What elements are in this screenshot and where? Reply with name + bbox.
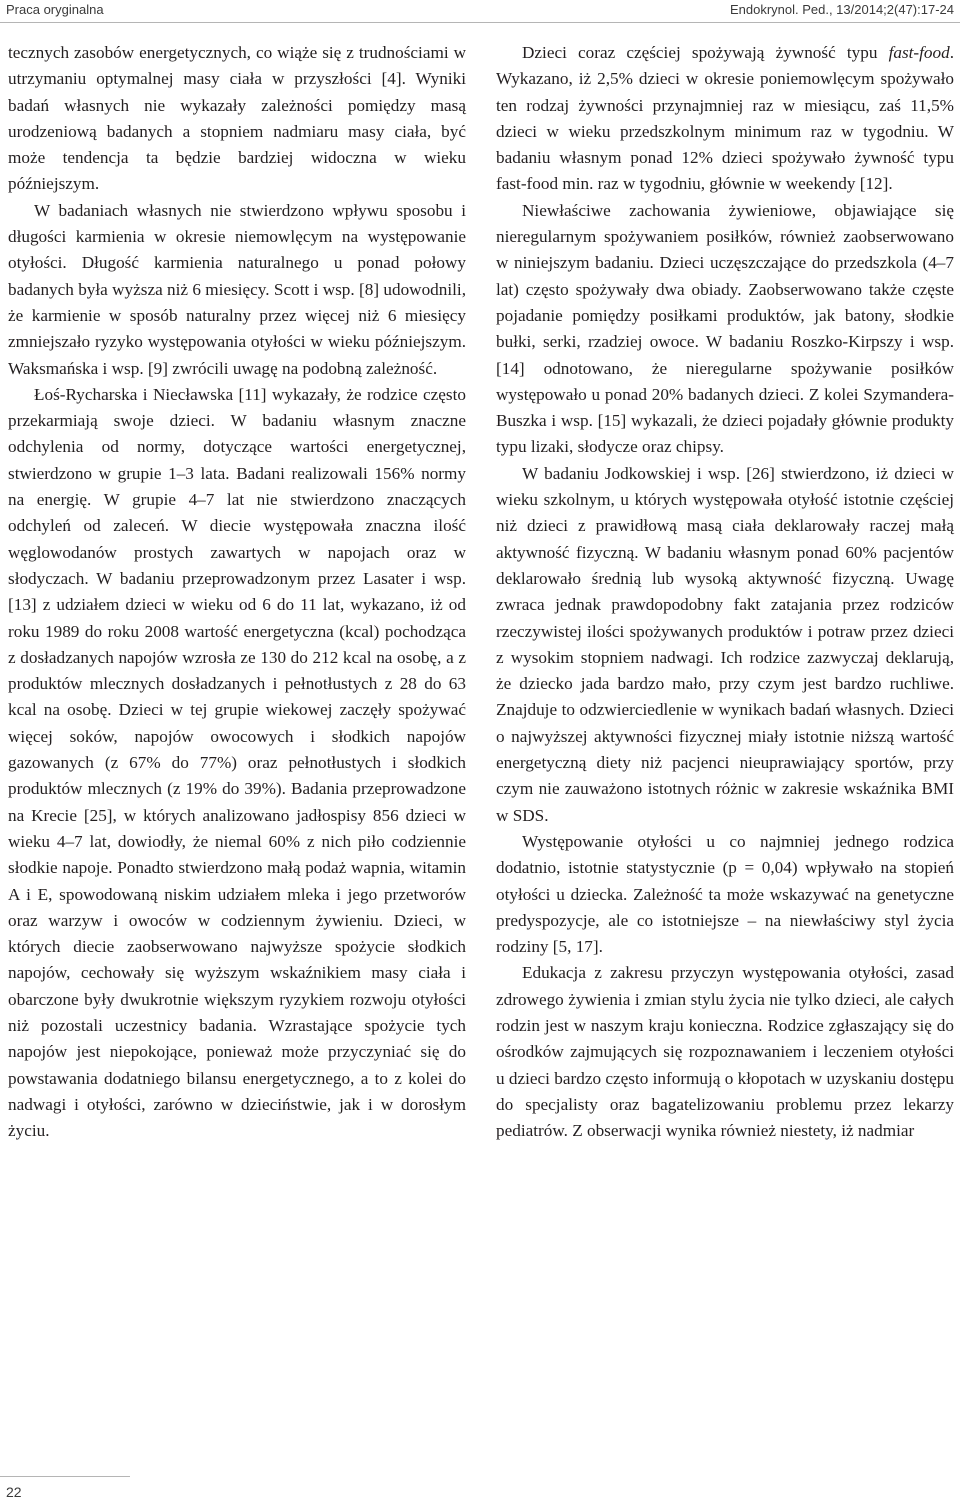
header-divider (0, 22, 960, 23)
journal-citation: Endokrynol. Ped., 13/2014;2(47):17-24 (729, 2, 954, 17)
footer-divider (0, 1476, 130, 1477)
running-header (0, 0, 960, 22)
right-column (496, 40, 954, 1144)
paragraph: W badaniu Jodkowskiej i wsp. [26] stwierdzono, iż dzieci w wieku szkolnym, u których występowała otyłość istotnie częściej niż dzieci z prawidłową masą ciała deklarowały raczej małą aktywność fizyczną. W badaniu własnym ponad 60% pacjentów deklarowało średnią lub wysoką aktywność fizyczną. Uwagę zwraca jednak prawdopodobny fakt zatajania przez rodziców rzeczywistej ilości spożywanych produktów i potraw przez dzieci z wysokim stopniem nadwagi. Ich rodzice zazwyczaj deklarują, że dziecko jada bardzo mało, przy czym jest bardzo ruchliwe. Znajduje to odzwierciedlenie w wynikach badań własnych. Dzieci o najwyższej aktywności fizycznej miały istotnie niższą wartość energetyczną diety niż pacjenci nieuprawiający sportów, przy czym nie zauważono istotnych różnic w zakresie wskaźnika BMI w SDS. (496, 463, 954, 825)
paragraph: Występowanie otyłości u co najmniej jednego rodzica dodatnio, istotnie statystycznie (p = 0,04) wpływało na stopień otyłości u dziecka. Zależność ta może wskazywać na genetyczne predyspozycje, ale co istotniejsze – na niewłaściwy styl życia rodziny [5, 17]. (496, 831, 954, 957)
section-label: Praca oryginalna (6, 2, 104, 17)
paragraph: Łoś-Rycharska i Niecławska [11] wykazały, że rodzice często przekarmiają swoje dzieci. W badaniu własnym znaczne odchylenia od normy, dotyczące wartości energetycznej, stwierdzono w grupie 1–3 lata. Badani realizowali 156% normy na energię. W grupie 4–7 lat nie stwierdzono znaczących odchyleń od zaleceń. W diecie występowała znaczna ilość węglowodanów prostych zawartych w napojach oraz w słodyczach. W badaniu przeprowadzonym przez Lasater i wsp. [13] z udziałem dzieci w wieku od 6 do 11 lat, wykazano, iż od roku 1989 do roku 2008 wartość energetyczna (kcal) pochodząca z dosładzanych napojów wzrosła ze 130 do 212 kcal na osobę, a z produktów mlecznych dosładzanych i pełnotłustych z 28 do 63 kcal na osobę. Dzieci w tej grupie wiekowej zaczęły spożywać więcej soków, napojów owocowych i słodkich napojów gazowanych (z 67% do 77%) oraz pełnotłustych i słodkich produktów mlecznych (z 19% do 39%). Badania przeprowadzone na Krecie [25], w których analizowano jadłospisy 856 dzieci w wieku 4–7 lat, dowiodły, że niemal 60% z nich piło codziennie słodkie napoje. Ponadto stwierdzono małą podaż wapnia, witamin A i E, spowodowaną niskim udziałem mleka i jego przetworów oraz warzyw i owoców w codziennym żywieniu. Dzieci, w których diecie zaobserwowano najwyższe spożycie słodkich napojów, cechowały się wyższym wskaźnikiem masy ciała i obarczone były dwukrotnie większym ryzykiem rozwoju otyłości niż pozostali uczestnicy badania. Wzrastające spożycie tych napojów jest niepokojące, ponieważ może przyczyniać się do powstawania dodatniego bilansu energetycznego, a to z kolei do nadwagi i otyłości, zarówno w dzieciństwie, jak i w dorosłym życiu. (8, 384, 466, 1141)
paragraph: tecznych zasobów energetycznych, co wiąże się z trudnościami w utrzymaniu optymalnej masy ciała w przyszłości [4]. Wyniki badań własnych nie wykazały zależności pomiędzy masą urodzeniową badanych a stopniem nadmiaru masy ciała, być może tendencja ta będzie bardziej widoczna w wieku późniejszym. (8, 43, 466, 194)
paragraph: Edukacja z zakresu przyczyn występowania otyłości, zasad zdrowego żywienia i zmian stylu życia nie tylko dzieci, ale całych rodzin jest w naszym kraju konieczna. Rodzice zgłaszający się do ośrodków zajmujących się rozpoznawaniem i leczeniem otyłości u dzieci bardzo często informują o kłopotach w uzyskaniu dostępu do specjalisty oraz bagatelizowaniu problemu przez lekarzy pediatrów. Z obserwacji wynika również niestety, iż nadmiar (496, 963, 954, 1141)
page-number: 22 (6, 1484, 22, 1500)
emphasized-term: fast-food (888, 43, 950, 62)
paragraph-fast-food (496, 40, 954, 198)
left-column (8, 40, 466, 1144)
paragraph: W badaniach własnych nie stwierdzono wpływu sposobu i długości karmienia w okresie niemowlęcym na występowanie otyłości. Długość karmienia naturalnego u ponad połowy badanych była wyższa niż 6 miesięcy. Scott i wsp. [8] udowodnili, że karmienie w sposób naturalny przez więcej niż 6 miesięcy zmniejszało ryzyko występowania otyłości w wieku późniejszym. Waksmańska i wsp. [9] zwrócili uwagę na podobną zależność. (8, 200, 466, 378)
text-span: Dzieci coraz częściej spożywają żywność typu (522, 43, 889, 62)
text-span: . Wykazano, iż 2,5% dzieci w okresie poniemowlęcym spożywało ten rodzaj żywności przynajmniej raz w miesiącu, zaś 11,5% dzieci w wieku przedszkolnym minimum raz w tygodniu. W badaniu własnym ponad 12% dzieci spożywało żywność typu fast-food min. raz w tygodniu, głównie w weekendy [12]. (496, 43, 954, 194)
paragraph: Niewłaściwe zachowania żywieniowe, objawiające się nieregularnym spożywaniem posiłków, również zaobserwowano w niniejszym badaniu. Dzieci uczęszczające do przedszkola (4–7 lat) często spożywały dwa obiady. Zaobserwowano także częste pojadanie pomiędzy posiłkami produktów, jak batony, słodkie bułki, serki, rzadziej owoce. W badaniu Roszko-Kirpszy i wsp. [14] odnotowano, że nieregularne spożywanie posiłków występowało u ponad 20% badanych dzieci. Z kolei Szymandera-Buszka i wsp. [15] wykazali, że dzieci pojadały głównie produkty typu lizaki, słodycze oraz chipsy. (496, 200, 954, 457)
